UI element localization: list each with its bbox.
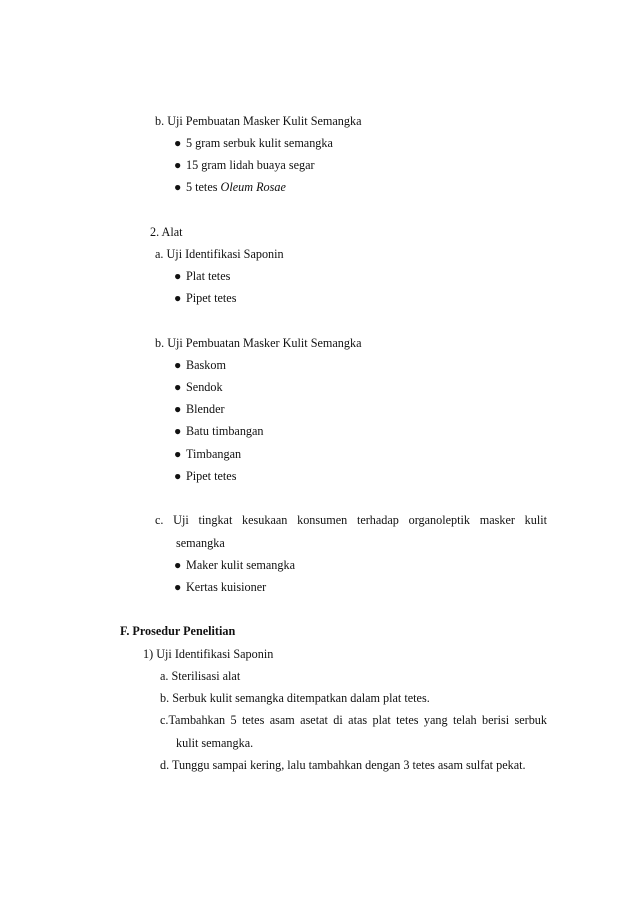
italic-term: Oleum Rosae (220, 180, 286, 194)
prosedur-step-c-cont: kulit semangka. (176, 736, 254, 750)
prosedur-step-d: d. Tunggu sampai kering, lalu tambahkan dengan 3 tetes asam sulfat pekat. (160, 758, 526, 772)
bullet-icon: ● (174, 291, 182, 305)
prosedur-step-c: c.Tambahkan 5 tetes asam asetat di atas plat tetes yang telah berisi serbuk (160, 713, 547, 727)
prosedur-step-a: a. Sterilisasi alat (160, 669, 241, 683)
bullet-icon: ● (174, 424, 182, 438)
alat-c-heading-cont: semangka (176, 536, 225, 550)
bullet-icon: ● (174, 580, 182, 594)
list-item-text: 15 gram lidah buaya segar (186, 158, 315, 172)
list-item-text: Baskom (186, 358, 226, 372)
bullet-icon: ● (174, 136, 182, 150)
alat-c-heading: c. Uji tingkat kesukaan konsumen terhadap organoleptik masker kulit (155, 513, 547, 527)
list-item (174, 579, 266, 595)
list-item (174, 423, 264, 439)
list-item-text: Batu timbangan (186, 424, 264, 438)
list-item (174, 401, 225, 417)
list-item-text: Pipet tetes (186, 291, 237, 305)
list-item-text: Blender (186, 402, 225, 416)
list-item (174, 135, 333, 151)
list-item-text: Timbangan (186, 447, 242, 461)
list-item (174, 179, 286, 195)
list-item (174, 379, 223, 395)
list-item (174, 357, 226, 373)
prosedur-step-b: b. Serbuk kulit semangka ditempatkan dalam plat tetes. (160, 691, 430, 705)
bahan-b-heading: b. Uji Pembuatan Masker Kulit Semangka (155, 114, 362, 128)
list-item-text: Plat tetes (186, 269, 231, 283)
alat-a-heading: a. Uji Identifikasi Saponin (155, 247, 284, 261)
bullet-icon: ● (174, 358, 182, 372)
bullet-icon: ● (174, 180, 182, 194)
bullet-icon: ● (174, 380, 182, 394)
alat-b-heading: b. Uji Pembuatan Masker Kulit Semangka (155, 336, 362, 350)
list-item (174, 157, 315, 173)
list-item (174, 468, 236, 484)
list-item-text: Pipet tetes (186, 469, 237, 483)
list-item-text: 5 tetes (186, 180, 221, 194)
list-item (174, 268, 230, 284)
list-item-text: Kertas kuisioner (186, 580, 267, 594)
bullet-icon: ● (174, 558, 182, 572)
list-item (174, 446, 241, 462)
list-item (174, 290, 236, 306)
prosedur-step1: 1) Uji Identifikasi Saponin (143, 647, 274, 661)
bullet-icon: ● (174, 158, 182, 172)
bullet-icon: ● (174, 447, 182, 461)
bullet-icon: ● (174, 269, 182, 283)
alat-heading: 2. Alat (150, 225, 183, 239)
list-item-text: Maker kulit semangka (186, 558, 295, 572)
bullet-icon: ● (174, 469, 182, 483)
section-heading-prosedur: F. Prosedur Penelitian (120, 624, 236, 638)
list-item-text: Sendok (186, 380, 223, 394)
bullet-icon: ● (174, 402, 182, 416)
list-item-text: 5 gram serbuk kulit semangka (186, 136, 333, 150)
list-item (174, 557, 295, 573)
